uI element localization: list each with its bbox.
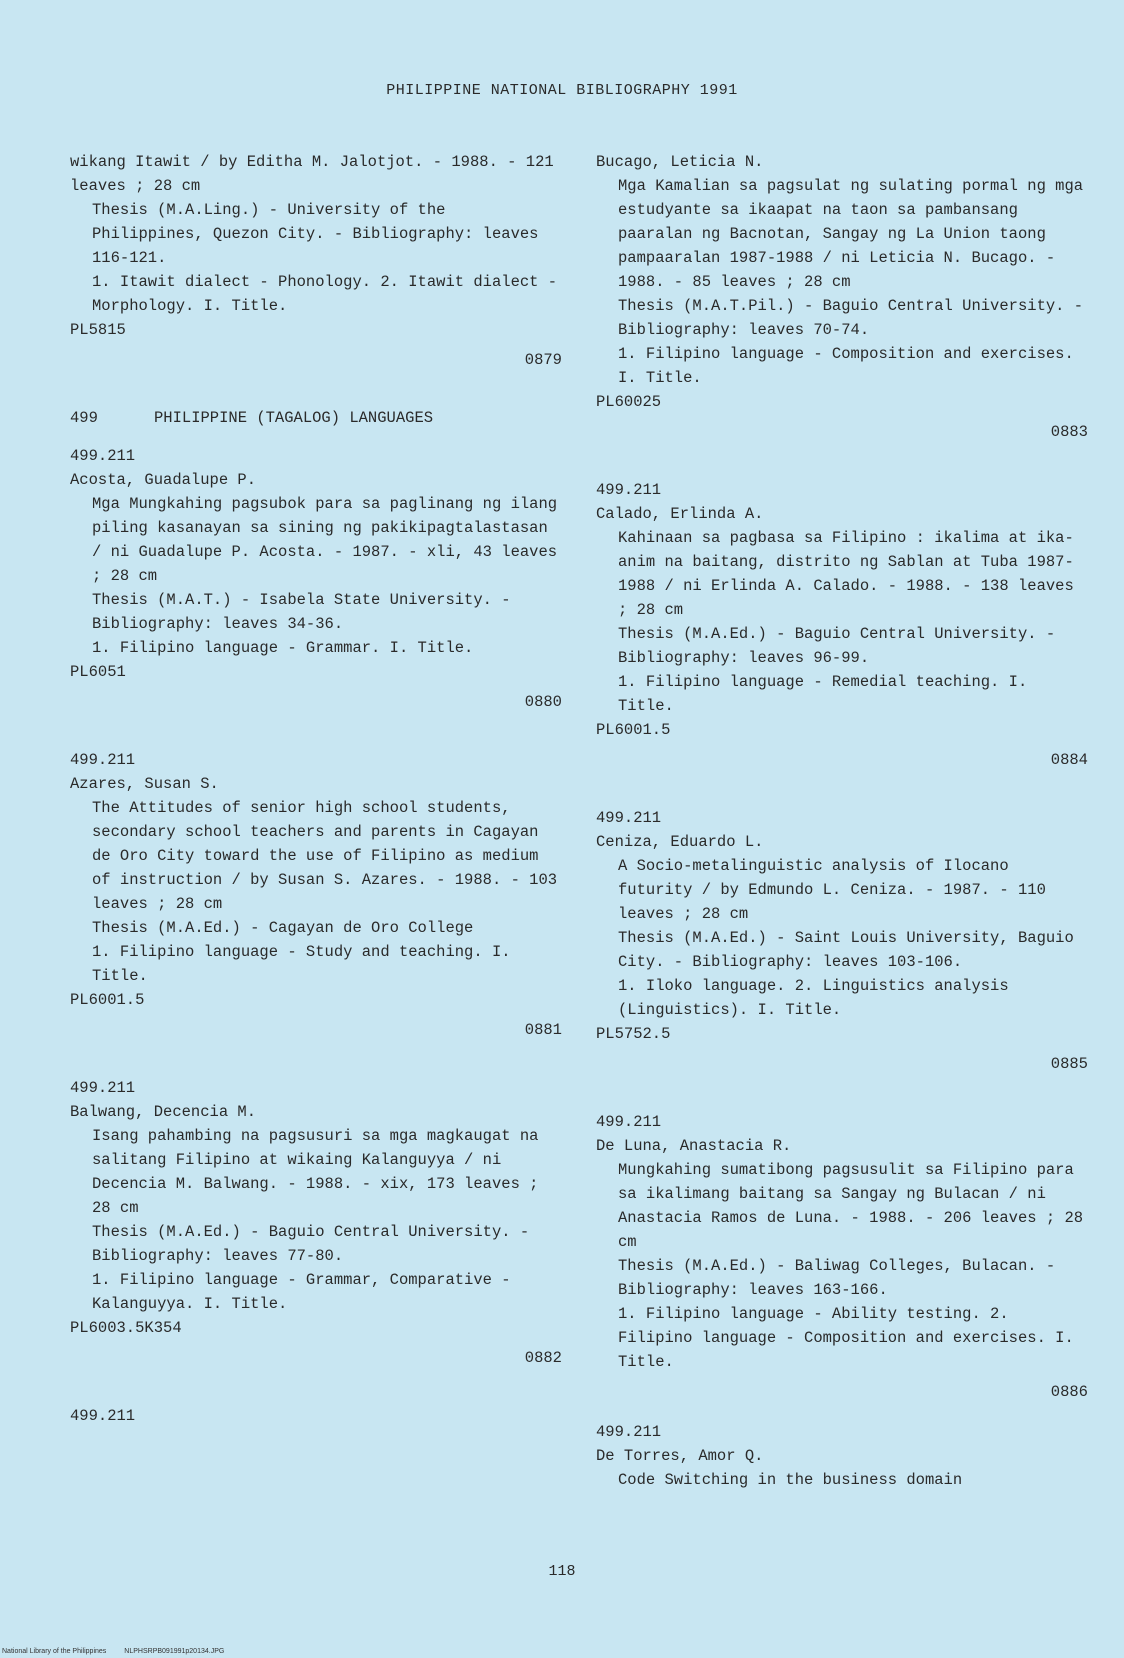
entry-number: 0885 <box>1050 1055 1088 1073</box>
entry-note: Thesis (M.A.Ed.) - Baguio Central University. - Bibliography: leaves 77-80. <box>92 1223 530 1265</box>
entry-author: Calado, Erlinda A. <box>596 505 764 523</box>
entry-author: Bucago, Leticia N. <box>596 153 764 171</box>
entry-author: Acosta, Guadalupe P. <box>70 471 257 489</box>
entry-author: De Luna, Anastacia R. <box>596 1137 792 1155</box>
entry-number: 0886 <box>1050 1383 1088 1401</box>
entry-number: 0880 <box>524 693 562 711</box>
left-column <box>70 150 562 1428</box>
running-head: PHILIPPINE NATIONAL BIBLIOGRAPHY 1991 <box>386 82 738 99</box>
entry-subjects: 1. Iloko language. 2. Linguistics analysis (Linguistics). I. Title. <box>618 977 1009 1019</box>
entry-class: 499.211 <box>596 1113 662 1131</box>
entry-author: Ceniza, Eduardo L. <box>596 833 764 851</box>
entry-author: Balwang, Decencia M. <box>70 1103 257 1121</box>
entry-call-number: PL5752.5 <box>596 1025 671 1043</box>
entry-title: Mungkahing sumatibong pagsusulit sa Filipino para sa ikalimang baitang sa Sangay ng Bulacan / ni Anastacia Ramos de Luna. - 1988. - 206 leaves ; 28 cm <box>618 1161 1084 1251</box>
entry-call-number: PL6051 <box>70 663 126 681</box>
entry-number: 0882 <box>524 1349 562 1367</box>
entry-number: 0883 <box>1050 423 1088 441</box>
entry-class-trailing: 499.211 <box>70 1407 136 1425</box>
scan-footer <box>2 1648 224 1655</box>
entry-number: 0881 <box>524 1021 562 1039</box>
entry-class: 499.211 <box>70 1079 136 1097</box>
entry-note: Thesis (M.A.Ed.) - Baguio Central University. - Bibliography: leaves 96-99. <box>618 625 1056 667</box>
entry-next <box>596 1420 1088 1492</box>
entry-class: 499.211 <box>70 447 136 465</box>
footer-file: NLPHSRPB091991p20134.JPG <box>124 1648 225 1655</box>
entry-number: 0884 <box>1050 751 1088 769</box>
entry-title: Code Switching in the business domain <box>618 1471 963 1489</box>
entry-0883 <box>596 150 1088 444</box>
entry-0879 <box>70 150 562 372</box>
entry-title: Mga Kamalian sa pagsulat ng sulating pormal ng mga estudyante sa ikaapat na taon sa pambansang paaralan ng Bacnotan, Sangay ng La Union taong pampaaralan 1987-1988 / ni Leticia N. Bucago. - 1988. - 85 leaves ; 28 cm <box>618 177 1084 291</box>
entry-class: 499.211 <box>596 809 662 827</box>
entry-title: A Socio-metalinguistic analysis of Ilocano futurity / by Edmundo L. Ceniza. - 1987. - 110 leaves ; 28 cm <box>618 857 1046 923</box>
entry-title: The Attitudes of senior high school students, secondary school teachers and parents in Cagayan de Oro City toward the use of Filipino as medium of instruction / by Susan S. Azares. - 1988. - 103 leaves ; 28 cm <box>92 799 558 913</box>
entry-title: Isang pahambing na pagsusuri sa mga magkaugat na salitang Filipino at wikaing Kalanguyya / ni Decencia M. Balwang. - 1988. - xix, 173 leaves ; 28 cm <box>92 1127 539 1217</box>
entry-note: Thesis (M.A.Ed.) - Baliwag Colleges, Bulacan. - Bibliography: leaves 163-166. <box>618 1257 1056 1299</box>
right-column <box>596 150 1088 1492</box>
entry-number: 0879 <box>524 351 562 369</box>
entry-author: De Torres, Amor Q. <box>596 1447 764 1465</box>
entry-class: 499.211 <box>596 481 662 499</box>
entry-title: Mga Mungkahing pagsubok para sa paglinang ng ilang piling kasanayan sa sining ng pakikipagtalastasan / ni Guadalupe P. Acosta. - 1987. - xli, 43 leaves ; 28 cm <box>92 495 558 585</box>
entry-class: 499.211 <box>70 751 136 769</box>
page-number: 118 <box>548 1563 576 1580</box>
entry-note: Thesis (M.A.T.Pil.) - Baguio Central University. - Bibliography: leaves 70-74. <box>618 297 1084 339</box>
section-code: 499 <box>70 409 98 427</box>
entry-subjects: 1. Itawit dialect - Phonology. 2. Itawit dialect - Morphology. I. Title. <box>92 273 558 315</box>
section-title: PHILIPPINE (TAGALOG) LANGUAGES <box>154 409 434 427</box>
entry-0881 <box>70 748 562 1042</box>
entry-title: Kahinaan sa pagbasa sa Filipino : ikalima at ika-anim na baitang, distrito ng Sablan at Tuba 1987-1988 / ni Erlinda A. Calado. - 1988. - 138 leaves ; 28 cm <box>618 529 1074 619</box>
entry-title-cont: wikang Itawit / by Editha M. Jalotjot. - 1988. - 121 leaves ; 28 cm <box>70 153 554 195</box>
entry-call-number: PL60025 <box>596 393 662 411</box>
entry-0882 <box>70 1076 562 1370</box>
footer-library: National Library of the Philippines <box>2 1648 107 1655</box>
entry-subjects: 1. Filipino language - Grammar. I. Title. <box>92 639 474 657</box>
entry-note: Thesis (M.A.T.) - Isabela State University. - Bibliography: leaves 34-36. <box>92 591 511 633</box>
entry-0885 <box>596 806 1088 1076</box>
entry-call-number: PL6001.5 <box>596 721 671 739</box>
entry-author: Azares, Susan S. <box>70 775 219 793</box>
entry-note: Thesis (M.A.Ed.) - Saint Louis University, Baguio City. - Bibliography: leaves 103-106. <box>618 929 1074 971</box>
entry-call-number: PL5815 <box>70 321 126 339</box>
entry-call-number: PL6003.5K354 <box>70 1319 182 1337</box>
entry-0880 <box>70 444 562 714</box>
entry-subjects: 1. Filipino language - Composition and exercises. I. Title. <box>618 345 1074 387</box>
entry-subjects: 1. Filipino language - Remedial teaching. I. Title. <box>618 673 1028 715</box>
entry-note: Thesis (M.A.Ling.) - University of the Philippines, Quezon City. - Bibliography: leaves 116-121. <box>92 201 539 267</box>
entry-subjects: 1. Filipino language - Grammar, Comparative - Kalanguyya. I. Title. <box>92 1271 511 1313</box>
entry-call-number: PL6001.5 <box>70 991 145 1009</box>
entry-note: Thesis (M.A.Ed.) - Cagayan de Oro College <box>92 919 474 937</box>
entry-0884 <box>596 478 1088 772</box>
entry-class: 499.211 <box>596 1423 662 1441</box>
entry-subjects: 1. Filipino language - Ability testing. 2. Filipino language - Composition and exercises. I. Title. <box>618 1305 1074 1371</box>
section-heading <box>70 406 562 430</box>
entry-0886 <box>596 1110 1088 1404</box>
entry-subjects: 1. Filipino language - Study and teaching. I. Title. <box>92 943 511 985</box>
